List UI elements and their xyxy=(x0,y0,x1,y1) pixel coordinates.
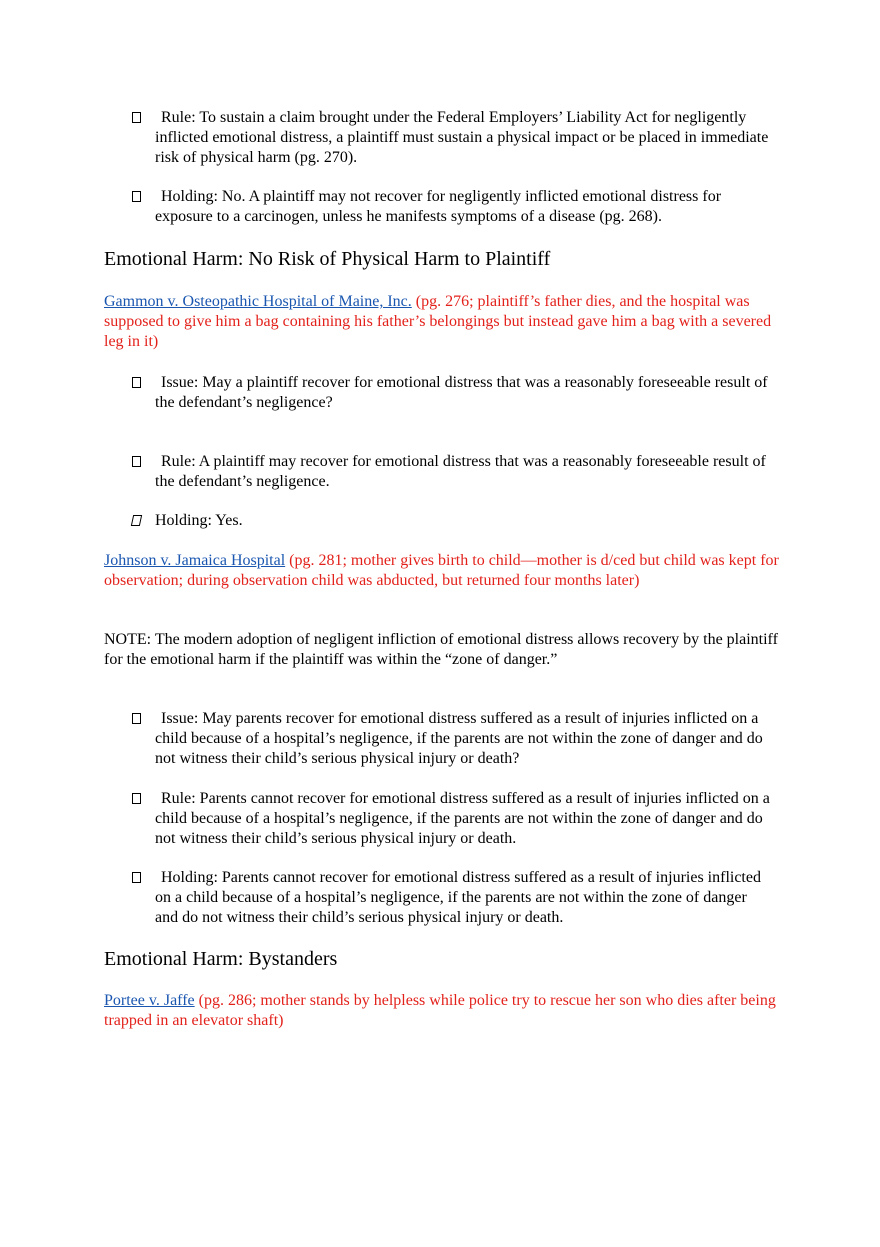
checkbox-icon xyxy=(132,456,141,467)
case-link-johnson[interactable]: Johnson v. Jamaica Hospital xyxy=(104,552,286,569)
checkbox-icon xyxy=(132,112,141,123)
case-link-portee[interactable]: Portee v. Jaffe xyxy=(104,992,195,1009)
case-annotation: (pg. 276; plaintiff’s father dies, and the hospital was supposed to give him a bag containing his father’s belongings but instead gave him a bag with a severed leg in it) xyxy=(104,293,772,350)
bullet-text: Holding: Yes. xyxy=(155,512,243,529)
list-item xyxy=(132,789,772,849)
checkbox-icon xyxy=(132,377,141,388)
list-item xyxy=(132,452,772,492)
bullet-text: Rule: To sustain a claim brought under the Federal Employers’ Liability Act for negligently inflicted emotional distress, a plaintiff must sustain a physical impact or be placed in immediate risk of physical harm (pg. 270). xyxy=(155,109,769,166)
bullet-text: Holding: No. A plaintiff may not recover for negligently inflicted emotional distress for exposure to a carcinogen, unless he manifests symptoms of a disease (pg. 268). xyxy=(155,188,722,225)
case-annotation: (pg. 286; mother stands by helpless while police try to rescue her son who dies after being trapped in an elevator shaft) xyxy=(104,992,776,1029)
bullet-text: Issue: May parents recover for emotional distress suffered as a result of injuries inflicted on a child because of a hospital’s negligence, if the parents are not within the zone of danger and do not witness their child’s serious physical injury or death? xyxy=(155,710,763,767)
bullet-text: Holding: Parents cannot recover for emotional distress suffered as a result of injuries inflicted on a child because of a hospital’s negligence, if the parents are not within the zone of danger and do not witness their child’s serious physical injury or death. xyxy=(155,869,761,926)
list-item xyxy=(132,373,772,413)
list-item xyxy=(132,868,772,928)
list-item xyxy=(132,108,772,168)
note-paragraph: NOTE: The modern adoption of negligent infliction of emotional distress allows recovery by the plaintiff for the emotional harm if the plaintiff was within the “zone of danger.” xyxy=(104,631,778,668)
bullet-text: Rule: Parents cannot recover for emotional distress suffered as a result of injuries inflicted on a child because of a hospital’s negligence, if the parents are not within the zone of danger and do not witness their child’s serious physical injury or death. xyxy=(155,790,770,847)
list-item xyxy=(132,709,772,769)
case-paragraph xyxy=(104,292,780,352)
case-paragraph xyxy=(104,551,780,591)
list-item xyxy=(132,187,772,227)
checkbox-icon xyxy=(132,793,141,804)
checkbox-icon xyxy=(132,191,141,202)
checkbox-icon xyxy=(132,872,141,883)
bullet-text: Issue: May a plaintiff recover for emotional distress that was a reasonably foreseeable result of the defendant’s negligence? xyxy=(155,374,768,411)
bullet-text: Rule: A plaintiff may recover for emotional distress that was a reasonably foreseeable result of the defendant’s negligence. xyxy=(155,453,766,490)
case-paragraph xyxy=(104,991,780,1031)
section-heading: Emotional Harm: Bystanders xyxy=(104,948,338,970)
checkbox-icon xyxy=(132,713,141,724)
case-link-gammon[interactable]: Gammon v. Osteopathic Hospital of Maine, Inc. xyxy=(104,293,412,310)
list-item xyxy=(132,511,772,531)
case-annotation: (pg. 281; mother gives birth to child—mother is d/ced but child was kept for observation; during observation child was abducted, but returned four months later) xyxy=(104,552,779,589)
section-heading: Emotional Harm: No Risk of Physical Harm to Plaintiff xyxy=(104,248,551,270)
